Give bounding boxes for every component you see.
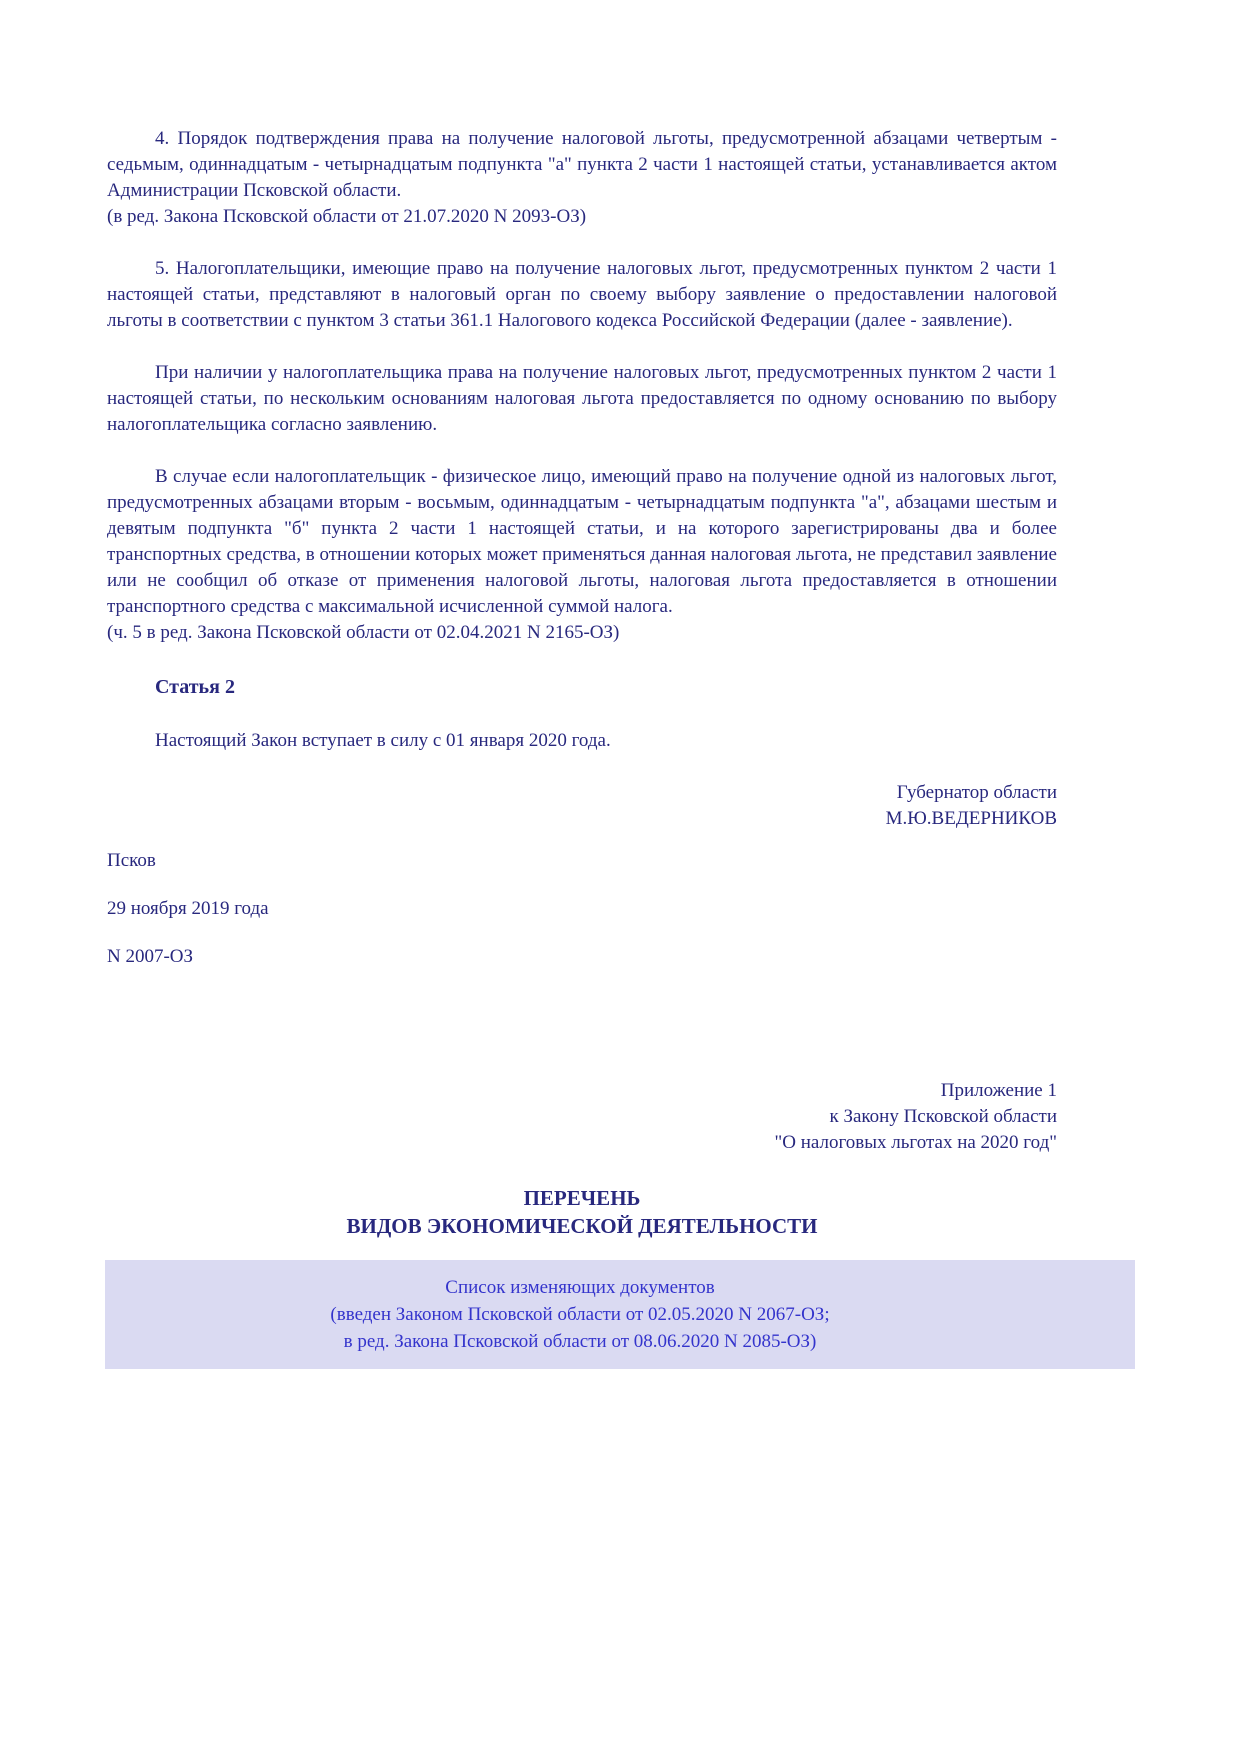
signature-city: Псков [107, 850, 156, 871]
list-title-line-1: ПЕРЕЧЕНЬ [523, 1186, 641, 1210]
signature-block [107, 780, 1057, 832]
infobox-line-1: Список изменяющих документов [445, 1277, 715, 1298]
edit-note-2: (ч. 5 в ред. Закона Псковской области от 02.04.2021 N 2165-ОЗ) [107, 622, 620, 643]
signature-title: Губернатор области [896, 782, 1057, 803]
article-2-heading: Статья 2 [155, 676, 235, 698]
vertical-spacer [107, 970, 1057, 1078]
annex-block [107, 1078, 1057, 1156]
signature-name: М.Ю.ВЕДЕРНИКОВ [885, 808, 1057, 829]
paragraph-5b: При наличии у налогоплательщика права на получение налоговых льгот, предусмотренных пунктом 2 части 1 настоящей статьи, по нескольким основаниям налоговая льгота предоставляется по одному основанию по выбору налогоплательщика согласно заявлению. [107, 362, 1057, 435]
paragraph-5a: 5. Налогоплательщики, имеющие право на получение налоговых льгот, предусмотренных пунктом 2 части 1 настоящей статьи, представляют в налоговый орган по своему выбору заявление о предоставлении налоговой льготы в соответствии с пунктом 3 статьи 361.1 Налогового кодекса Российской Федерации (далее - заявление). [107, 258, 1057, 331]
annex-line-2: к Закону Псковской области [829, 1106, 1057, 1127]
article-2-text: Настоящий Закон вступает в силу с 01 января 2020 года. [155, 730, 611, 751]
document-number: N 2007-ОЗ [107, 946, 194, 967]
edit-note-1: (в ред. Закона Псковской области от 21.07.2020 N 2093-ОЗ) [107, 206, 587, 227]
changing-documents-infobox [105, 1260, 1135, 1369]
annex-line-1: Приложение 1 [940, 1080, 1057, 1101]
list-title-line-2: ВИДОВ ЭКОНОМИЧЕСКОЙ ДЕЯТЕЛЬНОСТИ [346, 1214, 818, 1238]
paragraph-5c: В случае если налогоплательщик - физическое лицо, имеющий право на получение одной из налоговых льгот, предусмотренных абзацами вторым - восьмым, одиннадцатым - четырнадцатым подпункта "а", абзацами шестым и девятым подпункта "б" пункта 2 части 1 настоящей статьи, и на которого зарегистрированы два и более транспортных средства, в отношении которых может применяться данная налоговая льгота, не представил заявление или не сообщил об отказе от применения налоговой льготы, налоговая льгота предоставляется в отношении транспортного средства с максимальной исчисленной суммой налога. [107, 466, 1057, 617]
list-title [107, 1184, 1057, 1240]
infobox-line-2: (введен Законом Псковской области от 02.05.2020 N 2067-ОЗ; [330, 1304, 830, 1325]
text-column [107, 126, 1057, 1240]
infobox-line-3: в ред. Закона Псковской области от 08.06.2020 N 2085-ОЗ) [343, 1331, 817, 1352]
signature-date: 29 ноября 2019 года [107, 898, 269, 919]
annex-line-3: "О налоговых льготах на 2020 год" [774, 1132, 1057, 1153]
paragraph-4: 4. Порядок подтверждения права на получение налоговой льготы, предусмотренной абзацами четвертым - седьмым, одиннадцатым - четырнадцатым подпункта "а" пункта 2 части 1 настоящей статьи, устанавливается актом Администрации Псковской области. [107, 128, 1057, 201]
